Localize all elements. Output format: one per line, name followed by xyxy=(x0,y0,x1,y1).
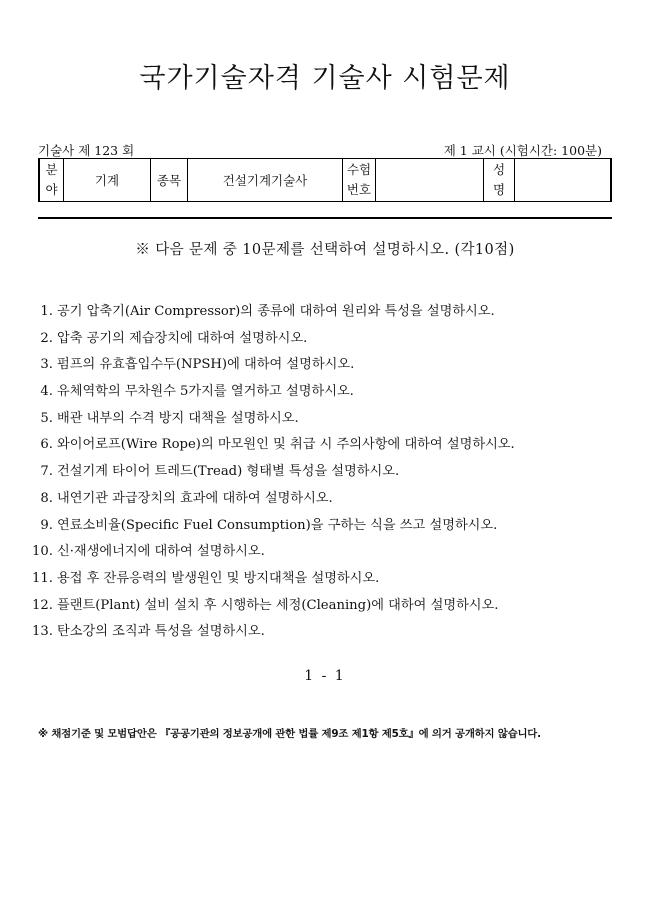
name-field[interactable] xyxy=(515,159,612,202)
exam-header-table xyxy=(38,158,612,202)
question-item xyxy=(28,435,628,462)
exam-number-label-line: 번호 xyxy=(346,182,372,197)
field-label-cell xyxy=(39,159,64,202)
question-text: 신·재생에너지에 대하여 설명하시오. xyxy=(57,544,265,560)
question-text: 압축 공기의 제습장치에 대하여 설명하시오. xyxy=(57,330,308,346)
question-text: 탄소강의 조직과 특성을 설명하시오. xyxy=(57,624,265,640)
question-item xyxy=(28,462,628,489)
exam-number-field[interactable] xyxy=(376,159,484,202)
question-number: 11. xyxy=(32,570,53,586)
question-text: 와이어로프(Wire Rope)의 마모원인 및 취급 시 주의사항에 대하여 설명하시오. xyxy=(57,437,515,453)
question-text: 연료소비율(Specific Fuel Consumption)을 구하는 식을 쓰고 설명하시오. xyxy=(57,517,498,533)
question-number: 4. xyxy=(40,384,53,400)
question-number: 8. xyxy=(40,490,53,506)
question-number: 9. xyxy=(40,517,53,533)
question-text: 내연기관 과급장치의 효과에 대하여 설명하시오. xyxy=(57,490,333,506)
name-label-cell xyxy=(484,159,515,202)
page-number: 1 - 1 xyxy=(304,668,346,684)
page-title: 국가기술자격 기술사 시험문제 xyxy=(139,63,511,94)
category-label: 종목 xyxy=(151,159,188,202)
question-number: 6. xyxy=(40,437,53,453)
question-number: 7. xyxy=(40,464,53,480)
session-time: 제 1 교시 (시험시간: 100분) xyxy=(443,143,602,158)
question-item xyxy=(28,302,628,329)
question-number: 2. xyxy=(40,330,53,346)
question-number: 3. xyxy=(40,357,53,373)
header-divider xyxy=(38,217,612,219)
disclosure-footnote: ※ 채점기준 및 모범답안은 『공공기관의 정보공개에 관한 법률 제9조 제1항 제5호』에 의거 공개하지 않습니다. xyxy=(38,728,541,740)
question-text: 용접 후 잔류응력의 발생원인 및 방지대책을 설명하시오. xyxy=(57,570,380,586)
exam-info-row xyxy=(38,141,610,158)
question-text: 펌프의 유효흡입수두(NPSH)에 대하여 설명하시오. xyxy=(57,357,355,373)
question-item xyxy=(28,329,628,356)
instruction-text: ※ 다음 문제 중 10문제를 선택하여 설명하시오. (각10점) xyxy=(135,242,515,258)
question-item xyxy=(28,596,628,623)
question-text: 공기 압축기(Air Compressor)의 종류에 대하여 원리와 특성을 설명하시오. xyxy=(57,304,495,319)
question-item xyxy=(28,569,628,596)
question-number: 13. xyxy=(32,624,53,640)
question-text: 플랜트(Plant) 설비 설치 후 시행하는 세정(Cleaning)에 대하여 설명하시오. xyxy=(57,597,499,613)
question-text: 건설기계 타이어 트레드(Tread) 형태별 특성을 설명하시오. xyxy=(57,464,400,480)
question-number: 5. xyxy=(40,410,53,426)
question-item xyxy=(28,542,628,569)
question-item xyxy=(28,489,628,516)
name-label-char: 성 xyxy=(492,162,506,177)
question-item xyxy=(28,355,628,382)
exam-round: 기술사 제 123 회 xyxy=(38,143,135,158)
name-label-char: 명 xyxy=(492,182,506,197)
question-list xyxy=(28,302,628,649)
question-item xyxy=(28,382,628,409)
question-number: 10. xyxy=(32,544,53,560)
exam-number-label-cell xyxy=(343,159,376,202)
question-item xyxy=(28,409,628,436)
question-number: 12. xyxy=(32,597,53,613)
question-item xyxy=(28,516,628,543)
exam-number-label-line: 수험 xyxy=(346,162,372,177)
field-value: 기계 xyxy=(64,159,151,202)
field-label-char: 야 xyxy=(45,182,58,197)
question-text: 유체역학의 무차원수 5가지를 열거하고 설명하시오. xyxy=(57,384,354,400)
category-value: 건설기계기술사 xyxy=(188,159,343,202)
question-number: 1. xyxy=(40,304,53,319)
question-item xyxy=(28,622,628,649)
question-text: 배관 내부의 수격 방지 대책을 설명하시오. xyxy=(57,410,299,426)
field-label-char: 분 xyxy=(45,162,58,177)
